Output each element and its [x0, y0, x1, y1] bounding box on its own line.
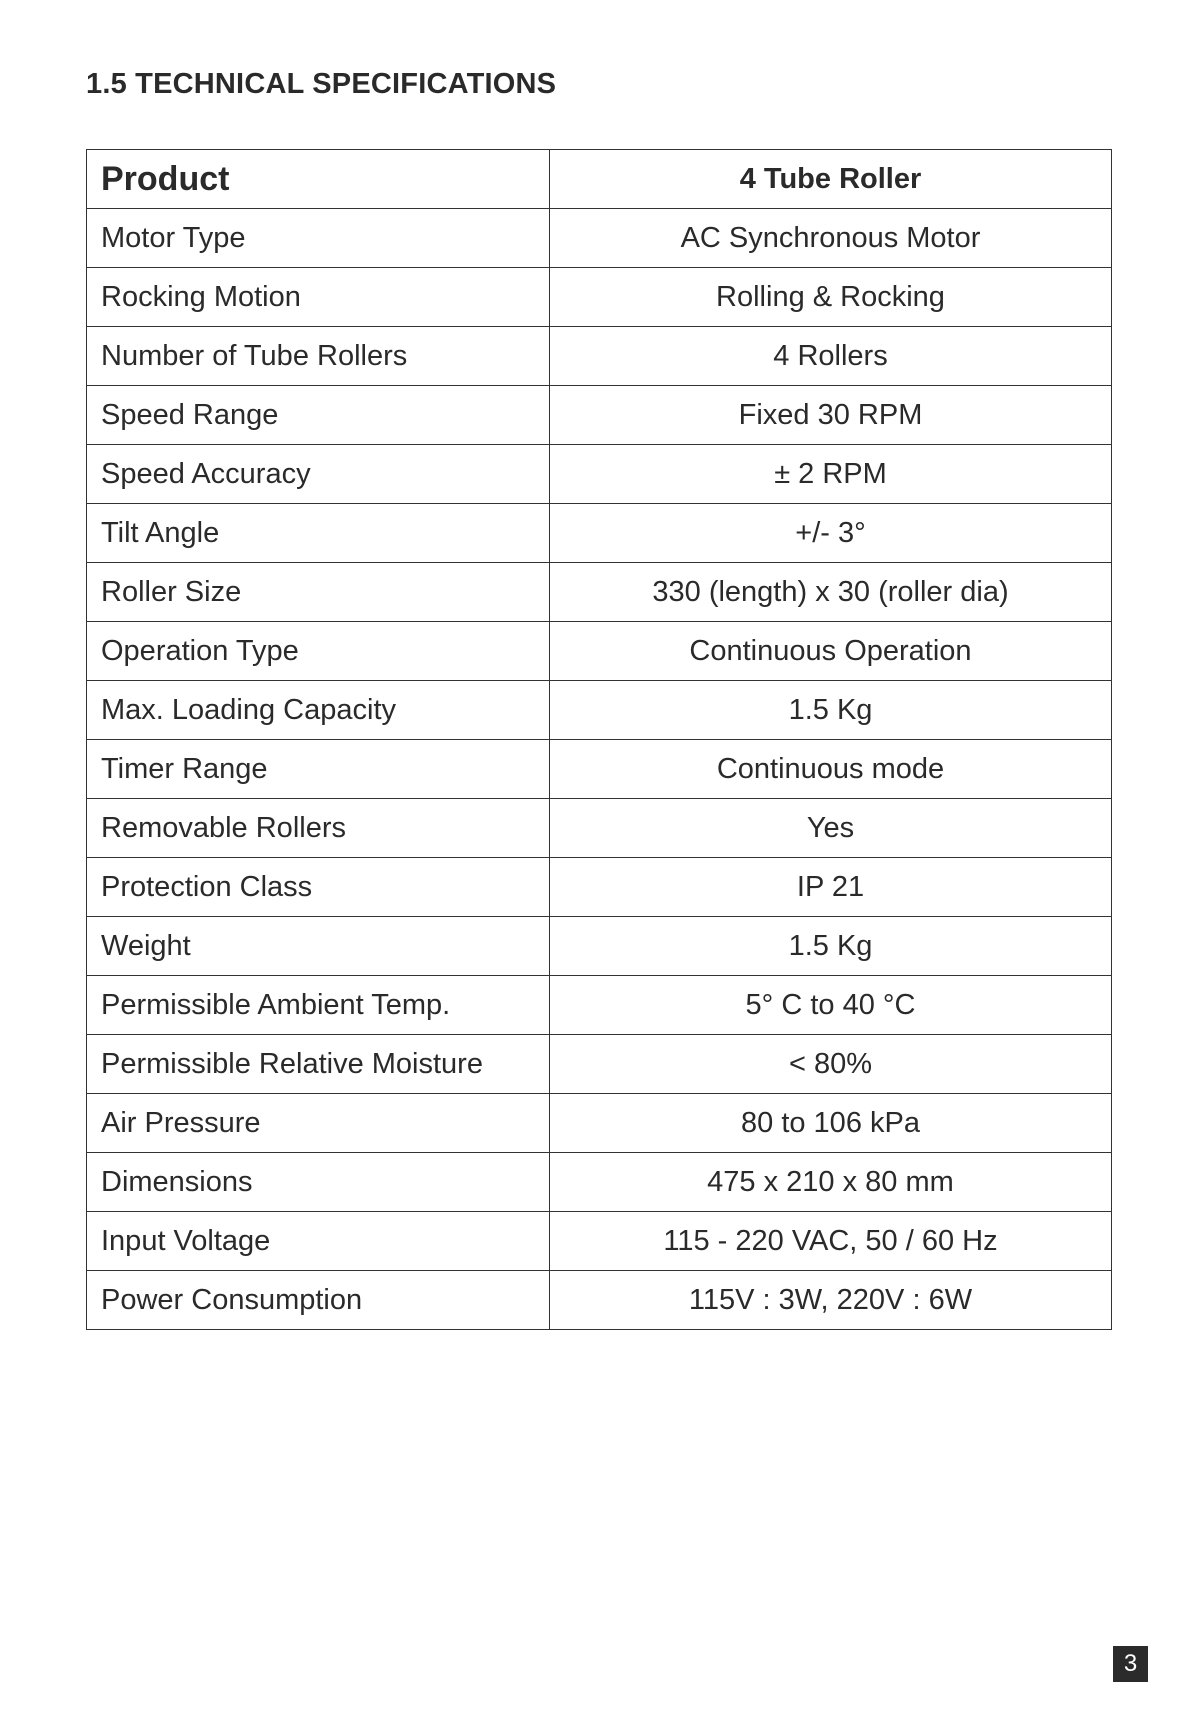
spec-value: 5° C to 40 °C — [550, 976, 1112, 1035]
table-row — [87, 681, 1112, 740]
table-row — [87, 1212, 1112, 1271]
spec-name: Input Voltage — [87, 1212, 550, 1271]
spec-name: Speed Range — [87, 386, 550, 445]
table-row — [87, 1271, 1112, 1330]
spec-value: < 80% — [550, 1035, 1112, 1094]
table-row — [87, 799, 1112, 858]
table-header-row — [87, 150, 1112, 209]
spec-value: Fixed 30 RPM — [550, 386, 1112, 445]
spec-value: Continuous mode — [550, 740, 1112, 799]
spec-name: Operation Type — [87, 622, 550, 681]
spec-value: 475 x 210 x 80 mm — [550, 1153, 1112, 1212]
spec-name: Permissible Relative Moisture — [87, 1035, 550, 1094]
spec-value: Continuous Operation — [550, 622, 1112, 681]
spec-value: 4 Rollers — [550, 327, 1112, 386]
table-row — [87, 209, 1112, 268]
spec-value: 330 (length) x 30 (roller dia) — [550, 563, 1112, 622]
spec-value: AC Synchronous Motor — [550, 209, 1112, 268]
section-title: 1.5 TECHNICAL SPECIFICATIONS — [86, 68, 557, 100]
spec-name: Weight — [87, 917, 550, 976]
table-row — [87, 386, 1112, 445]
table-row — [87, 1035, 1112, 1094]
table-row — [87, 740, 1112, 799]
spec-value: Rolling & Rocking — [550, 268, 1112, 327]
spec-name: Removable Rollers — [87, 799, 550, 858]
spec-name: Permissible Ambient Temp. — [87, 976, 550, 1035]
spec-name: Speed Accuracy — [87, 445, 550, 504]
table-row — [87, 268, 1112, 327]
spec-name: Motor Type — [87, 209, 550, 268]
spec-name: Number of Tube Rollers — [87, 327, 550, 386]
table-row — [87, 327, 1112, 386]
page-number: 3 — [1113, 1646, 1148, 1682]
table-row — [87, 445, 1112, 504]
spec-value: 1.5 Kg — [550, 681, 1112, 740]
spec-value: Yes — [550, 799, 1112, 858]
spec-value: ± 2 RPM — [550, 445, 1112, 504]
spec-name: Dimensions — [87, 1153, 550, 1212]
table-row — [87, 858, 1112, 917]
spec-value: 115 - 220 VAC, 50 / 60 Hz — [550, 1212, 1112, 1271]
table-row — [87, 622, 1112, 681]
table-row — [87, 504, 1112, 563]
specifications-table — [86, 149, 1112, 1330]
spec-value: 80 to 106 kPa — [550, 1094, 1112, 1153]
spec-value: +/- 3° — [550, 504, 1112, 563]
table-row — [87, 563, 1112, 622]
table-row — [87, 976, 1112, 1035]
header-key: Product — [87, 150, 550, 209]
header-value: 4 Tube Roller — [550, 150, 1112, 209]
table-row — [87, 917, 1112, 976]
spec-value: IP 21 — [550, 858, 1112, 917]
spec-name: Protection Class — [87, 858, 550, 917]
spec-name: Air Pressure — [87, 1094, 550, 1153]
spec-name: Tilt Angle — [87, 504, 550, 563]
spec-name: Rocking Motion — [87, 268, 550, 327]
spec-value: 1.5 Kg — [550, 917, 1112, 976]
spec-name: Max. Loading Capacity — [87, 681, 550, 740]
spec-name: Power Consumption — [87, 1271, 550, 1330]
table-row — [87, 1094, 1112, 1153]
spec-value: 115V : 3W, 220V : 6W — [550, 1271, 1112, 1330]
table-row — [87, 1153, 1112, 1212]
spec-name: Roller Size — [87, 563, 550, 622]
spec-name: Timer Range — [87, 740, 550, 799]
